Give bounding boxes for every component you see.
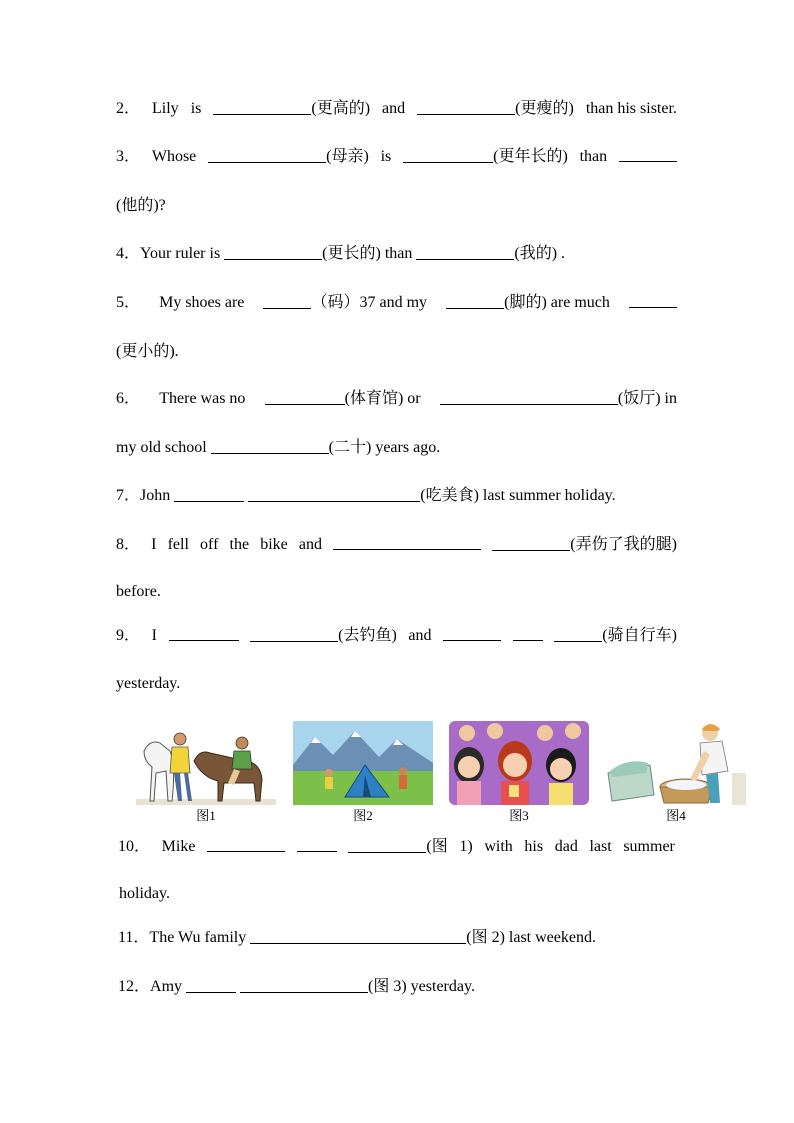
answer-blank[interactable] [446,294,504,309]
answer-blank[interactable] [333,535,481,550]
question-number: 7． [116,487,141,504]
answer-blank[interactable] [213,100,311,115]
hint-text: (更瘦的) [515,100,574,117]
hint-text: (更小的). [116,343,179,360]
question-11: 11．The Wu family (图 2) last weekend. [118,929,596,946]
question-8-continued: before. [116,583,161,600]
question-number: 6． [116,390,141,407]
question-9-continued: yesterday. [116,675,181,692]
question-number: 12． [118,978,151,995]
answer-blank[interactable] [513,626,543,641]
hint-text: (二十) years ago. [328,439,441,456]
answer-blank[interactable] [443,626,501,641]
question-10: 10． Mike (图 1) with his dad last summer [118,838,675,855]
hint-text: (脚的) are much [504,294,610,311]
question-8: 8． I fell off the bike and (弄伤了我的腿) [116,536,677,553]
hint-text: (我的) . [514,245,566,262]
question-6: 6． There was no (体育馆) or (饭厅) in [116,390,677,407]
horse-riding-picture [136,721,276,805]
question-number: 3． [116,148,141,165]
answer-blank[interactable] [248,487,420,502]
answer-blank[interactable] [403,148,493,163]
question-5-continued [116,342,677,362]
answer-blank[interactable] [297,837,337,852]
answer-blank[interactable] [417,100,515,115]
question-4: 4．Your ruler is (更长的) than (我的) . [116,245,566,262]
answer-blank[interactable] [186,978,236,993]
answer-blank[interactable] [207,837,285,852]
answer-blank[interactable] [174,487,244,502]
hint-text: (图 2) last weekend. [466,929,596,946]
answer-blank[interactable] [440,390,618,405]
question-6-continued: my old school (二十) years ago. [116,439,441,456]
washing-clothes-picture [606,721,746,805]
answer-blank[interactable] [224,245,322,260]
hint-text: (体育馆) or [344,390,421,407]
question-number: 11． [118,929,150,946]
figure-caption: 图2 [353,808,373,823]
answer-blank[interactable] [250,929,466,944]
question-number: 2． [116,100,141,117]
question-7: 7．John (吃美食) last summer holiday. [116,487,616,504]
question-number: 9． [116,627,141,644]
hint-text: (吃美食) last summer holiday. [420,487,616,504]
hint-text: （码）37 and my [311,294,428,311]
hint-text: (他的)? [116,197,166,214]
hint-text: (弄伤了我的腿) [570,536,677,553]
answer-blank[interactable] [240,978,368,993]
answer-blank[interactable] [554,627,602,642]
question-number: 10． [118,838,151,855]
question-10-continued: holiday. [119,885,170,902]
question-12: 12．Amy (图 3) yesterday. [118,978,475,995]
picture-row [136,721,746,831]
hint-text: (更高的) [311,100,371,117]
question-number: 4． [116,245,141,262]
question-number: 5． [116,294,141,311]
hint-text: (更长的) [322,245,381,262]
hint-text: (骑自行车) [602,627,677,644]
answer-blank[interactable] [619,147,677,162]
answer-blank[interactable] [208,148,326,163]
hint-text: (图 [426,838,448,855]
answer-blank[interactable] [416,245,514,260]
figure-caption: 图3 [509,808,529,823]
answer-blank[interactable] [265,390,345,405]
hint-text: (母亲) [326,148,369,165]
question-3: 3． Whose (母亲) is (更年长的) than [116,147,677,167]
question-3-continued [116,196,677,216]
answer-blank[interactable] [169,626,239,641]
camping-picture [293,721,433,805]
answer-blank[interactable] [629,293,677,308]
figure-caption: 图1 [196,808,216,823]
answer-blank[interactable] [263,294,311,309]
answer-blank[interactable] [492,536,570,551]
movie-theater-picture [449,721,589,805]
question-9: 9． I (去钓鱼) and (骑自行车) [116,627,677,644]
hint-text: (饭厅) in [617,390,677,407]
answer-blank[interactable] [211,439,329,454]
figure-caption: 图4 [666,808,686,823]
hint-text: (去钓鱼) [338,627,397,644]
hint-text: (更年长的) [493,148,568,165]
hint-text: (图 3) yesterday. [368,978,475,995]
question-2: 2． Lily is (更高的) and (更瘦的) than his sister. [116,100,677,117]
question-number: 8． [116,536,141,553]
answer-blank[interactable] [348,838,426,853]
answer-blank[interactable] [250,627,338,642]
question-5: 5． My shoes are （码）37 and my (脚的) are much [116,293,677,313]
